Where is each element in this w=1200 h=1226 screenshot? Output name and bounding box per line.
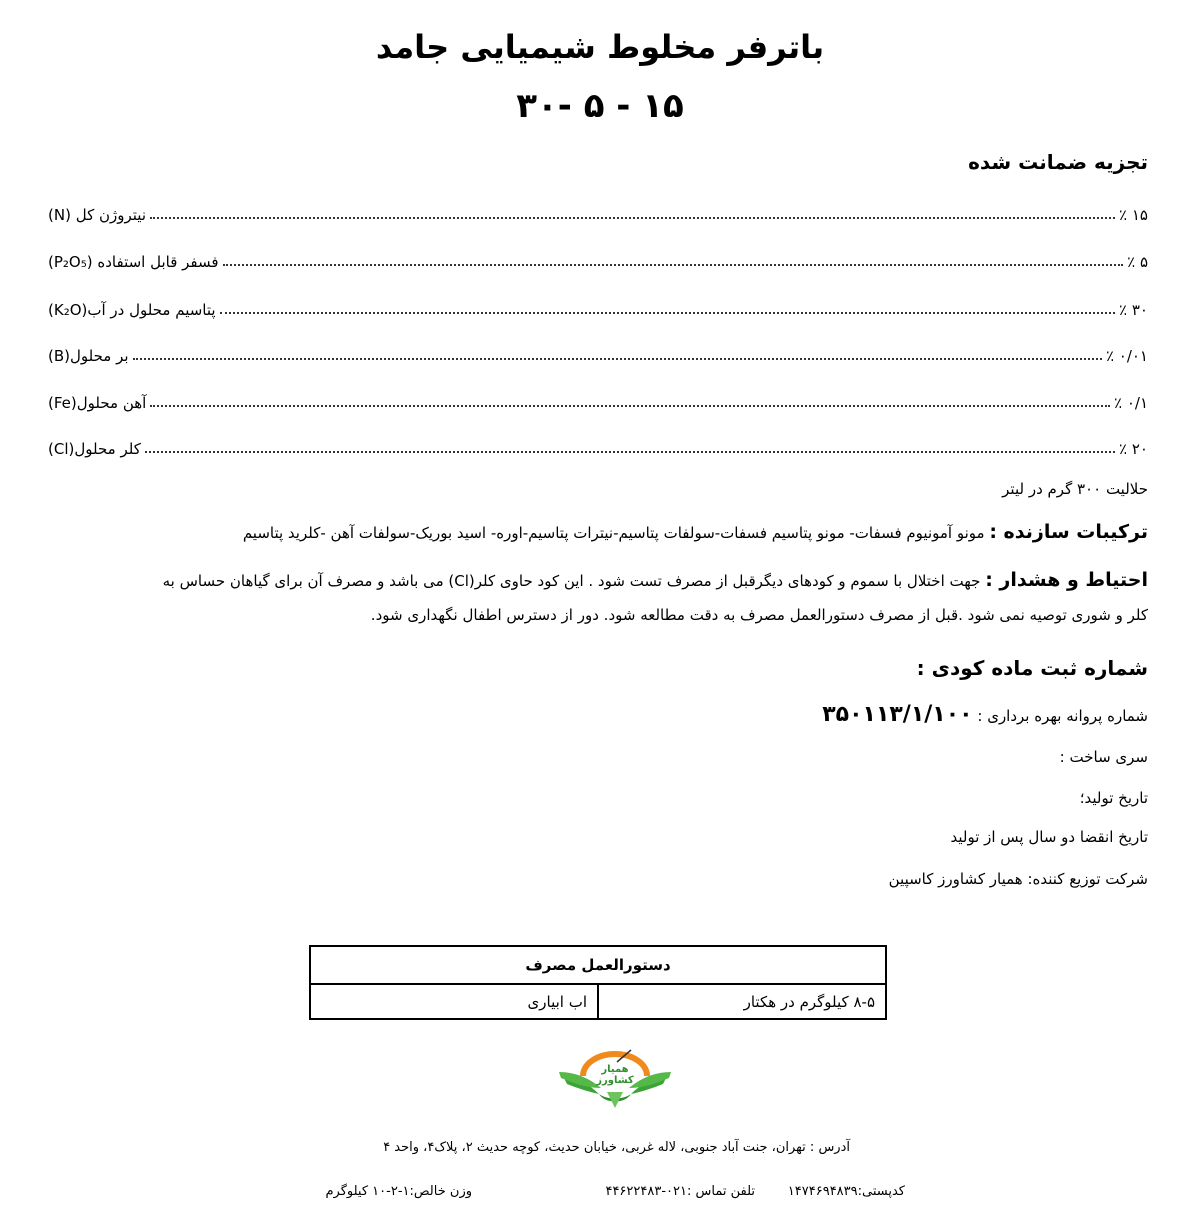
- analysis-value: ۰/۱ ٪: [1114, 394, 1148, 412]
- dotted-leader: [150, 216, 1115, 219]
- dotted-leader: [223, 263, 1124, 266]
- ingredients-text: مونو آمونیوم فسفات- مونو پتاسیم فسفات-سولفات پتاسیم-نیترات پتاسیم-اوره- اسید بوریک-سولفات آهن -کلرید پتاسیم: [242, 524, 985, 542]
- warning-label: احتیاط و هشدار :: [985, 569, 1148, 591]
- analysis-label: بر محلول(B): [48, 347, 129, 365]
- expiry-line: تاریخ انقضا دو سال پس از تولید: [950, 828, 1148, 846]
- dotted-leader: [150, 404, 1110, 407]
- warning-line-1: [48, 562, 1148, 599]
- usage-table-header: دستورالعمل مصرف: [310, 946, 886, 984]
- footer-net-weight: وزن خالص:۱-۲-۱۰ کیلوگرم: [325, 1184, 472, 1199]
- analysis-label: پتاسیم محلول در آب(K₂O): [48, 301, 216, 319]
- batch-line: سری ساخت :: [1059, 748, 1148, 766]
- license-line: [822, 702, 1148, 727]
- analysis-value: ۲۰ ٪: [1119, 440, 1148, 458]
- solubility-text: حلالیت ۳۰۰ گرم در لیتر: [1002, 480, 1148, 498]
- analysis-value: ۱۵ ٪: [1119, 206, 1148, 224]
- ingredients-label: ترکیبات سازنده :: [989, 521, 1148, 543]
- product-title: باترفر مخلوط شیمیایی جامد: [375, 28, 825, 66]
- logo-text: همیار کشاورز: [596, 1064, 634, 1086]
- analysis-row-nitrogen: [48, 200, 1148, 224]
- usage-method-cell: اب ابیاری: [310, 984, 598, 1019]
- hamyar-keshavarz-logo: [555, 1048, 675, 1114]
- dotted-leader: [145, 450, 1115, 453]
- product-formula: ۳۰- ۵ - ۱۵: [516, 86, 684, 126]
- dotted-leader: [133, 357, 1102, 360]
- analysis-value: ۳۰ ٪: [1119, 301, 1148, 319]
- distributor-line: شرکت توزیع کننده: همیار کشاورز کاسپین: [888, 870, 1148, 888]
- analysis-label: فسفر قابل استفاده (P₂O₅): [48, 253, 219, 271]
- analysis-label: کلر محلول(Cl): [48, 440, 141, 458]
- production-date-line: تاریخ تولید؛: [1079, 789, 1148, 807]
- analysis-heading: تجزیه ضمانت شده: [968, 150, 1148, 174]
- analysis-label: آهن محلول(Fe): [48, 394, 147, 412]
- usage-table: [309, 945, 887, 1020]
- analysis-label: نیتروژن کل (N): [48, 206, 146, 224]
- analysis-row-iron: [48, 388, 1148, 412]
- analysis-row-phosphorus: [48, 247, 1148, 271]
- analysis-value: ۵ ٪: [1127, 253, 1148, 271]
- analysis-row-chlorine: [48, 434, 1148, 458]
- warning-text-2: کلر و شوری توصیه نمی شود .قبل از مصرف دستورالعمل مصرف به دقت مطالعه شود. دور از دسترس اطفال نگهداری شود.: [370, 606, 1148, 624]
- footer-phone: تلفن تماس :۰۲۱-۴۴۶۲۲۴۸۳: [605, 1184, 755, 1199]
- usage-dosage-cell: ۸-۵ کیلوگرم در هکتار: [598, 984, 886, 1019]
- registration-heading: شماره ثبت ماده کودی :: [916, 656, 1148, 680]
- analysis-value: ۰/۰۱ ٪: [1105, 347, 1148, 365]
- license-label: شماره پروانه بهره برداری :: [977, 707, 1148, 725]
- analysis-row-boron: [48, 341, 1148, 365]
- warning-text-1: جهت اختلال با سموم و کودهای دیگرقبل از مصرف تست شود . این کود حاوی کلر(Cl) می باشد و مصرف آن برای گیاهان حساس به: [162, 572, 981, 590]
- dotted-leader: [220, 311, 1115, 314]
- license-number: ۳۵۰۱۱۳/۱/۱۰۰: [822, 702, 973, 727]
- footer-postal-code: کدپستی:۱۴۷۴۶۹۴۸۳۹: [787, 1184, 905, 1199]
- footer-address: آدرس : تهران، جنت آباد جنوبی، لاله غربی، خیابان حدیث، کوچه حدیث ۲، پلاک۴، واحد ۴: [383, 1140, 850, 1155]
- ingredients-paragraph: [48, 514, 1148, 551]
- analysis-row-potassium: [48, 295, 1148, 319]
